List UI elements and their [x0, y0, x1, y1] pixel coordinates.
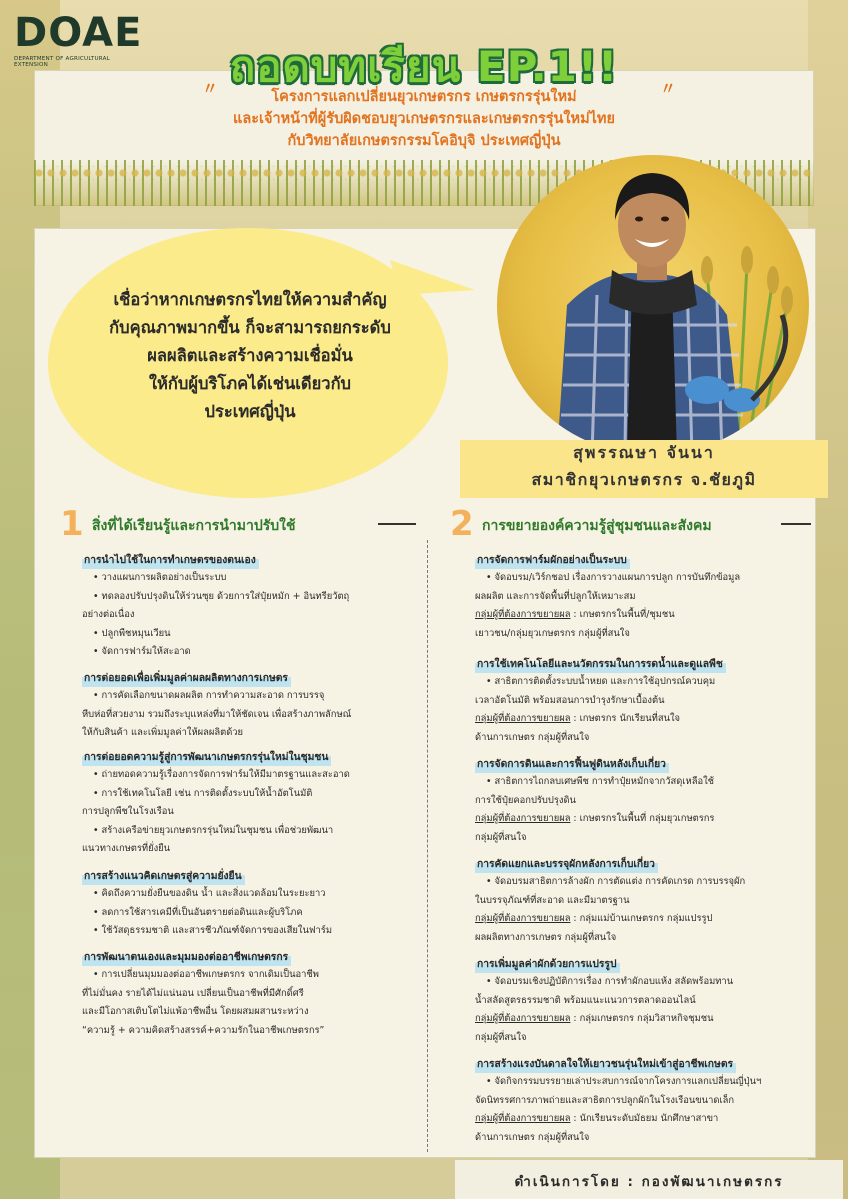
logo-subtitle: DEPARTMENT OF AGRICULTURAL EXTENSION [14, 56, 110, 68]
target-group-label: กลุ่มผู้ที่ต้องการขยายผล [475, 609, 571, 621]
bullet-line: และมีโอกาสเติบโตไม่แพ้อาชีพอื่น โดยผสมผสานระหว่าง [82, 1006, 309, 1018]
block-heading: การสร้างแนวคิดเกษตรสู่ความยั่งยืน [82, 867, 245, 885]
bullet-line: น้ำสลัดสูตรธรรมชาติ พร้อมแนะแนวการตลาดออนไลน์ [475, 994, 696, 1006]
target-group-label: กลุ่มผู้ที่ต้องการขยายผล [475, 913, 571, 925]
block-body [82, 766, 422, 859]
page-subtitle [0, 86, 848, 152]
bullet-line: • จัดการฟาร์มให้สะอาด [93, 646, 191, 658]
outreach-block [475, 952, 815, 1047]
portrait-illustration [497, 155, 809, 455]
bullet-line: • จัดอบรมสาธิตการล้างผัก การตัดแต่ง การคัดเกรด การบรรจุผัก [486, 876, 746, 887]
section-number: 1 [60, 504, 84, 544]
bullet-line: • วางแผนการผลิตอย่างเป็นระบบ [93, 572, 227, 583]
person-role: สมาชิกยุวเกษตรกร จ.ชัยภูมิ [531, 470, 757, 489]
bullet-line: ในบรรจุภัณฑ์ที่สะอาด และมีมาตรฐาน [475, 894, 630, 906]
section-title: สิ่งที่ได้เรียนรู้และการนำมาปรับใช้ [92, 518, 296, 534]
block-body [82, 885, 422, 941]
page-title: ถอดบทเรียน EP.1!! [229, 42, 619, 91]
bullet-line: • สาธิตการไถกลบเศษพืช การทำปุ๋ยหมักจากวัสดุเหลือใช้ [486, 776, 715, 787]
bullet-line: การใช้ปุ๋ยคอกปรับปรุงดิน [475, 794, 576, 806]
quote-line: ผลผลิตและสร้างความเชื่อมั่น [147, 346, 353, 365]
section-number: 2 [450, 504, 474, 544]
subtitle-line: กับวิทยาลัยเกษตรกรรมโคอิบุจิ ประเทศญี่ปุ่น [287, 133, 561, 149]
outreach-block [475, 1052, 815, 1147]
block-body [82, 966, 422, 1040]
block-heading: การต่อยอดความรู้สู่การพัฒนาเกษตรกรรุ่นใหม่ในชุมชน [82, 748, 331, 766]
target-group-text: ผลผลิตทางการเกษตร กลุ่มผู้ที่สนใจ [475, 931, 617, 943]
bullet-line: การปลูกพืชในโรงเรือน [82, 806, 174, 818]
target-group-text: ด้านการเกษตร กลุ่มผู้ที่สนใจ [475, 1131, 590, 1143]
bullet-line: • คิดถึงความยั่งยืนของดิน น้ำ และสิ่งแวดล้อมในระยะยาว [93, 888, 326, 899]
block-heading: การเพิ่มมูลค่าผักด้วยการแปรรูป [475, 955, 620, 973]
bullet-line: “ความรู้ + ความคิดสร้างสรรค์+ความรักในอาชีพเกษตรกร” [82, 1024, 325, 1036]
bullet-line: ที่ไม่มั่นคง รายได้ไม่แน่นอน เปลี่ยนเป็นอาชีพที่มีศักดิ์ศรี [82, 987, 304, 999]
subtitle-line: โครงการแลกเปลี่ยนยุวเกษตรกร เกษตรกรรุ่นใหม่ [271, 89, 577, 105]
block-heading: การจัดการฟาร์มผักอย่างเป็นระบบ [475, 551, 630, 569]
lesson-block [82, 666, 422, 743]
outreach-block [475, 548, 815, 643]
footer-credit: ดำเนินการโดย : กองพัฒนาเกษตรกร [514, 1174, 784, 1190]
quote-line: ประเทศญี่ปุ่น [204, 402, 296, 421]
farmer-portrait [497, 155, 809, 455]
outreach-block [475, 652, 815, 747]
block-heading: การสร้างแรงบันดาลใจให้เยาวชนรุ่นใหม่เข้าสู่อาชีพเกษตร [475, 1055, 736, 1073]
outreach-block [475, 752, 815, 847]
block-body [475, 569, 815, 643]
column-divider [427, 540, 428, 1152]
bullet-line: จัดนิทรรศการภาพถ่ายและสาธิตการปลูกผักในโรงเรือนขนาดเล็ก [475, 1094, 735, 1106]
target-group-text: : นักเรียนระดับมัธยม นักศึกษาสาขา [570, 1113, 719, 1125]
bullet-line: • สร้างเครือข่ายยุวเกษตรกรรุ่นใหม่ในชุมชน เพื่อช่วยพัฒนา [93, 824, 334, 836]
bullet-line: • ใช้วัสดุธรรมชาติ และสารชีวภัณฑ์จัดการของเสียในฟาร์ม [93, 925, 333, 937]
lesson-block [82, 945, 422, 1040]
bullet-line: • จัดอบรม/เวิร์กชอป เรื่องการวางแผนการปลูก การบันทึกข้อมูล [486, 572, 741, 583]
quote-line: เชื่อว่าหากเกษตรกรไทยให้ความสำคัญ [113, 290, 387, 309]
target-group-text: เยาวชน/กลุ่มยุวเกษตรกร กลุ่มผู้ที่สนใจ [475, 627, 630, 639]
bullet-line: • สาธิตการติดตั้งระบบน้ำหยด และการใช้อุปกรณ์ควบคุม [486, 676, 716, 687]
target-group-label: กลุ่มผู้ที่ต้องการขยายผล [475, 1013, 571, 1025]
person-name: สุพรรณษา จันนา [573, 443, 715, 462]
bullet-line: • การใช้เทคโนโลยี เช่น การติดตั้งระบบให้น้ำอัตโนมัติ [93, 787, 313, 799]
block-body [82, 687, 422, 743]
lesson-block [82, 548, 422, 662]
lesson-block [82, 745, 422, 859]
sparkle-icon: 〃 [202, 79, 219, 98]
target-group-label: กลุ่มผู้ที่ต้องการขยายผล [475, 1113, 571, 1125]
target-group-text: ด้านการเกษตร กลุ่มผู้ที่สนใจ [475, 731, 590, 743]
bullet-line: ให้กับสินค้า และเพิ่มมูลค่าให้ผลผลิตด้วย [82, 727, 244, 739]
section-title: การขยายองค์ความรู้สู่ชุมชนและสังคม [482, 518, 712, 534]
target-group-text: : กลุ่มแม่บ้านเกษตรกร กลุ่มแปรรูป [570, 913, 713, 925]
block-body [475, 773, 815, 847]
target-group-text: : เกษตรกรในพื้นที่/ชุมชน [570, 609, 675, 621]
block-body [475, 1073, 815, 1147]
bullet-line: เวลาอัตโนมัติ พร้อมสอนการบำรุงรักษาเบื้องต้น [475, 694, 665, 706]
block-body [475, 873, 815, 947]
target-group-label: กลุ่มผู้ที่ต้องการขยายผล [475, 813, 571, 825]
target-group-text: กลุ่มผู้ที่สนใจ [475, 1031, 527, 1043]
target-group-text: กลุ่มผู้ที่สนใจ [475, 831, 527, 843]
bullet-line: • ปลูกพืชหมุนเวียน [93, 627, 171, 639]
outreach-block [475, 852, 815, 947]
block-heading: การจัดการดินและการฟื้นฟูดินหลังเก็บเกี่ยว [475, 755, 669, 773]
block-heading: การใช้เทคโนโลยีและนวัตกรรมในการรดน้ำและดูแลพืช [475, 655, 726, 673]
bullet-line: แนวทางเกษตรที่ยั่งยืน [82, 843, 171, 855]
section-1-heading [60, 504, 420, 544]
target-group-text: : เกษตรกร นักเรียนที่สนใจ [570, 713, 681, 725]
bullet-line: • จัดกิจกรรมบรรยายเล่าประสบการณ์จากโครงการแลกเปลี่ยนญี่ปุ่นฯ [486, 1076, 762, 1087]
bullet-line: • จัดอบรมเชิงปฏิบัติการเรื่อง การทำผักอบแห้ง สลัดพร้อมทาน [486, 976, 734, 987]
section-rule [378, 523, 416, 525]
bullet-line: • การคัดเลือกขนาดผลผลิต การทำความสะอาด การบรรจุ [93, 690, 325, 701]
quote-line: กับคุณภาพมากขึ้น ก็จะสามารถยกระดับ [109, 318, 391, 337]
target-group-label: กลุ่มผู้ที่ต้องการขยายผล [475, 713, 571, 725]
bullet-line: • ถ่ายทอดความรู้เรื่องการจัดการฟาร์มให้มีมาตรฐานและสะอาด [93, 769, 350, 780]
block-body [475, 973, 815, 1047]
block-heading: การต่อยอดเพื่อเพิ่มมูลค่าผลผลิตทางการเกษตร [82, 669, 291, 687]
sparkle-icon: 〃 [660, 79, 677, 98]
bullet-line: • ลดการใช้สารเคมีที่เป็นอันตรายต่อดินและผู้บริโภค [93, 906, 303, 918]
bullet-line: หีบห่อที่สวยงาม รวมถึงระบุแหล่งที่มาให้ชัดเจน เพื่อสร้างภาพลักษณ์ [82, 708, 352, 720]
bullet-line: อย่างต่อเนื่อง [82, 609, 135, 621]
bullet-line: • การเปลี่ยนมุมมองต่ออาชีพเกษตรกร จากเดิมเป็นอาชีพ [93, 969, 319, 980]
block-heading: การคัดแยกและบรรจุผักหลังการเก็บเกี่ยว [475, 855, 658, 873]
lesson-block [82, 864, 422, 941]
block-body [82, 569, 422, 662]
quote-text [80, 286, 420, 426]
section-2-heading [450, 504, 830, 544]
logo-wordmark: DOAE [14, 10, 143, 56]
target-group-text: : เกษตรกรในพื้นที่ กลุ่มยุวเกษตรกร [570, 813, 715, 825]
bullet-line: • ทดลองปรับปรุงดินให้ร่วนซุย ด้วยการใส่ปุ๋ยหมัก + อินทรียวัตถุ [93, 590, 350, 602]
block-heading: การพัฒนาตนเองและมุมมองต่ออาชีพเกษตรกร [82, 948, 291, 966]
subtitle-line: และเจ้าหน้าที่ผู้รับผิดชอบยุวเกษตรกรและเกษตรกรรุ่นใหม่ไทย [233, 111, 615, 127]
block-heading: การนำไปใช้ในการทำเกษตรของตนเอง [82, 551, 259, 569]
quote-line: ให้กับผู้บริโภคได้เช่นเดียวกับ [148, 374, 352, 393]
block-body [475, 673, 815, 747]
bullet-line: ผลผลิต และการจัดพื้นที่ปลูกให้เหมาะสม [475, 590, 636, 602]
target-group-text: : กลุ่มเกษตรกร กลุ่มวิสาหกิจชุมชน [570, 1013, 714, 1025]
section-rule [781, 523, 811, 525]
